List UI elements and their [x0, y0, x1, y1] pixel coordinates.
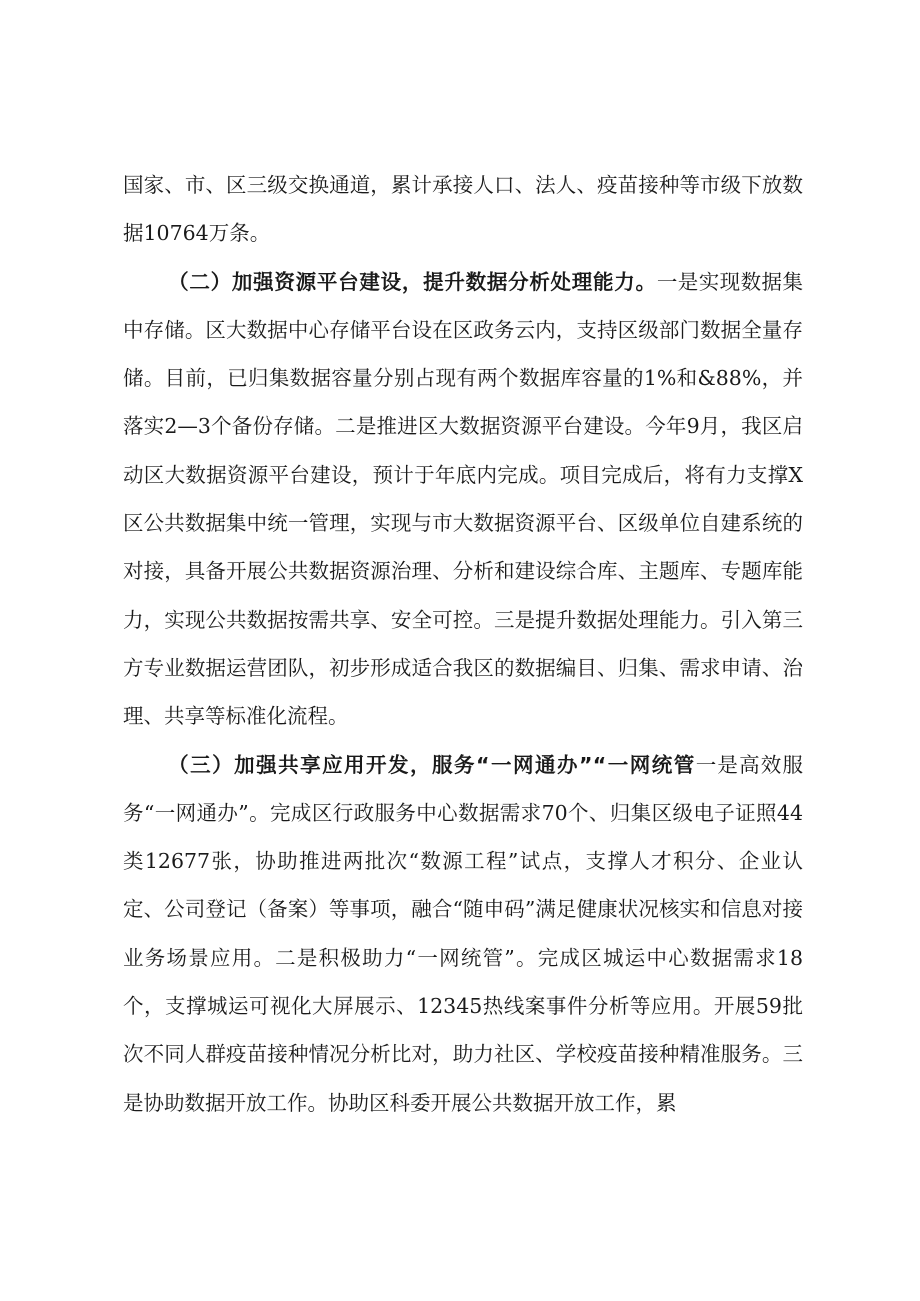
paragraph-resource-platform	[123, 258, 803, 741]
section-heading-3: （三）加强共享应用开发，服务“一网通办”“一网统管	[168, 752, 696, 777]
paragraph-shared-applications	[123, 741, 803, 1127]
document-body	[123, 161, 803, 1127]
section-heading-2: （二）加强资源平台建设，提升数据分析处理能力。	[168, 269, 657, 294]
paragraph-text: 国家、市、区三级交换通道，累计承接人口、法人、疫苗接种等市级下放数据10764万条。	[123, 173, 803, 246]
paragraph-text: 一是实现数据集中存储。区大数据中心存储平台设在区政务云内，支持区级部门数据全量存储。目前，已归集数据容量分别占现有两个数据库容量的1%和&88%，并落实2—3个备份存储。二是推进区大数据资源平台建设。今年9月，我区启动区大数据资源平台建设，预计于年底内完成。项目完成后，将有力支撑X区公共数据集中统一管理，实现与市大数据资源平台、区级单位自建系统的对接，具备开展公共数据资源治理、分析和建设综合库、主题库、专题库能力，实现公共数据按需共享、安全可控。三是提升数据处理能力。引入第三方专业数据运营团队，初步形成适合我区的数据编目、归集、需求申请、治理、共享等标准化流程。	[123, 269, 804, 729]
paragraph-continuation	[123, 161, 803, 258]
paragraph-text: 一是高效服务“一网通办”。完成区行政服务中心数据需求70个、归集区级电子证照44类12677张，协助推进两批次“数源工程”试点，支撑人才积分、企业认定、公司登记（备案）等事项，融合“随申码”满足健康状况核实和信息对接业务场景应用。二是积极助力“一网统管”。完成区城运中心数据需求18个，支撑城运可视化大屏展示、12345热线案事件分析等应用。开展59批次不同人群疫苗接种情况分析比对，助力社区、学校疫苗接种精准服务。三是协助数据开放工作。协助区科委开展公共数据开放工作，累	[123, 752, 804, 1115]
